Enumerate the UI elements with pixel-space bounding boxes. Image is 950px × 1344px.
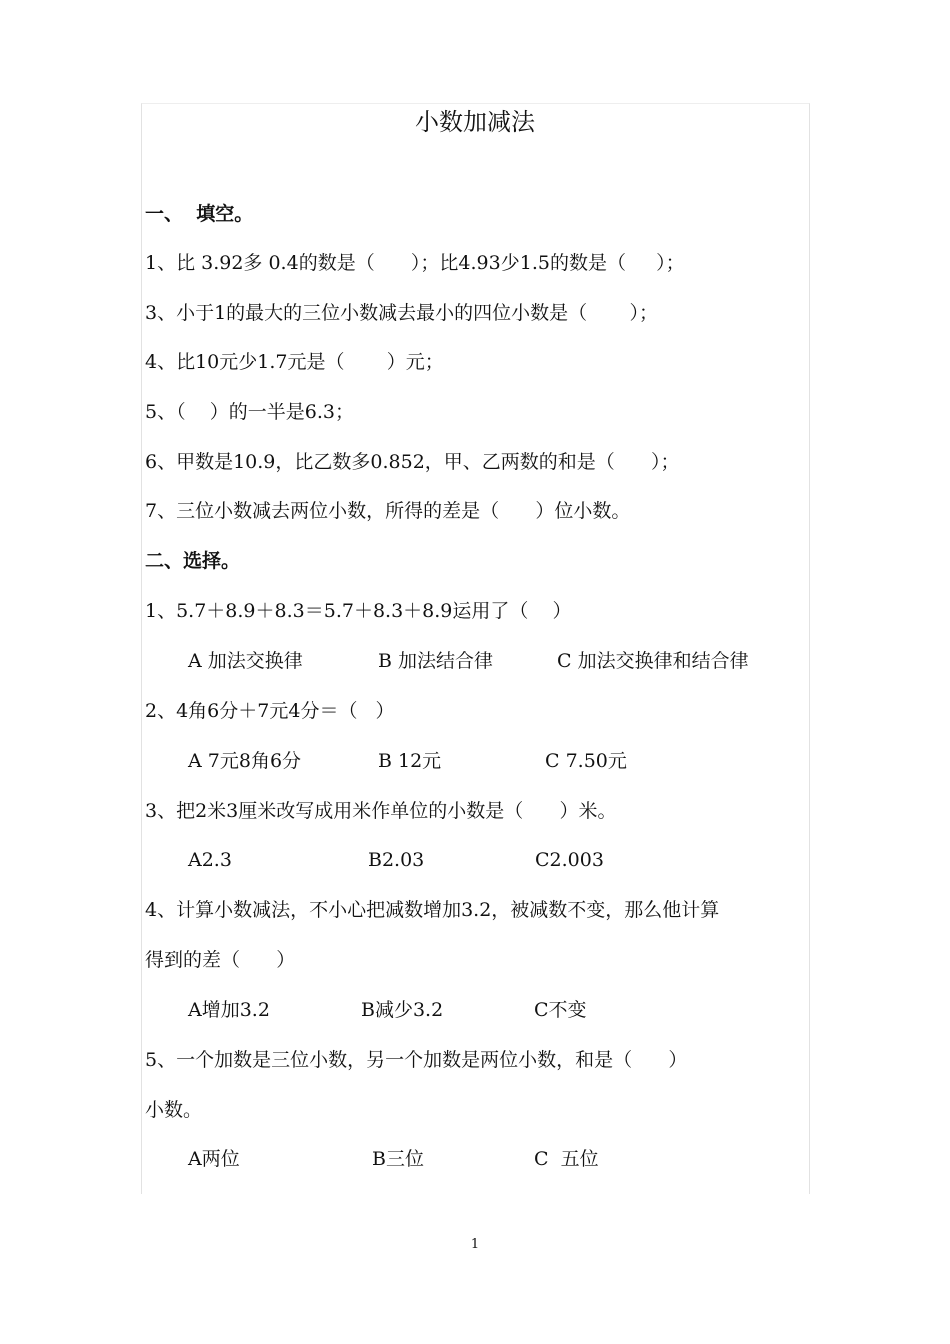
option-b: B 12元 [378,750,442,772]
question-1: 1、比 3.92多 0.4的数是（ ）；比4.93少1.5的数是（ ）； [145,252,685,274]
option-b: B2.03 [368,849,425,871]
option-a: A 加法交换律 [188,650,303,672]
option-c: C不变 [534,999,587,1021]
option-a: A2.3 [188,849,232,871]
option-c: C 五位 [534,1148,599,1170]
question-5: 5、（ ）的一半是6.3； [145,401,354,423]
option-a: A 7元8角6分 [188,750,302,772]
section-heading-choice: 二、选择。 [145,550,241,572]
page-title: 小数加减法 [415,108,535,136]
choice-question-4-line-2: 得到的差（ ） [145,949,296,971]
option-c: C 加法交换律和结合律 [557,650,749,672]
option-b: B减少3.2 [361,999,444,1021]
option-b: B三位 [372,1148,424,1170]
section-heading-fill-blanks: 一、 填空。 [145,203,254,225]
option-c: C2.003 [535,849,604,871]
option-a: A增加3.2 [188,999,270,1021]
choice-question-5-line-1: 5、一个加数是三位小数，另一个加数是两位小数，和是（ ） [145,1049,688,1071]
question-4: 4、比10元少1.7元是（ ）元； [145,351,444,373]
page-number: 1 [470,1237,480,1252]
choice-question-5-line-2: 小数。 [145,1099,203,1121]
question-3: 3、小于1的最大的三位小数减去最小的四位小数是（ ）； [145,302,658,324]
choice-question-3: 3、把2米3厘米改写成用米作单位的小数是（ ）米。 [145,800,617,822]
question-7: 7、三位小数减去两位小数，所得的差是（ ）位小数。 [145,500,631,522]
choice-question-2: 2、4角6分＋7元4分＝（ ） [145,700,395,722]
option-c: C 7.50元 [545,750,627,772]
question-6: 6、甲数是10.9，比乙数多0.852，甲、乙两数的和是（ ）； [145,451,680,473]
option-b: B 加法结合律 [378,650,494,672]
option-a: A两位 [188,1148,240,1170]
choice-question-1: 1、5.7＋8.9＋8.3＝5.7＋8.3＋8.9运用了（ ） [145,600,572,622]
choice-question-4-line-1: 4、计算小数减法，不小心把减数增加3.2，被减数不变，那么他计算 [145,899,720,921]
